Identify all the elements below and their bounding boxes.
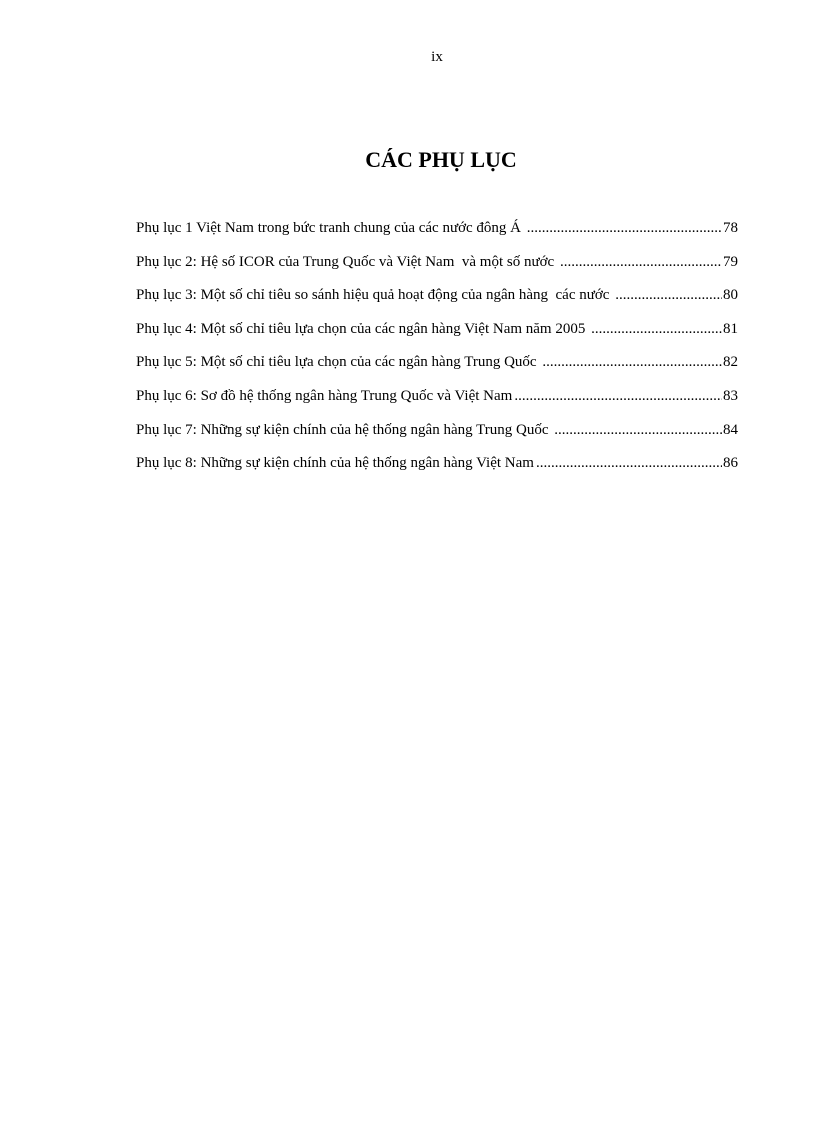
dot-leader	[591, 319, 722, 339]
toc-entry-title: Phụ lục 7: Những sự kiện chính của hệ thống ngân hàng Trung Quốc	[136, 421, 553, 438]
toc-entry[interactable]	[136, 218, 738, 252]
toc-entry[interactable]	[136, 352, 738, 386]
toc-entry-title: Phụ lục 3: Một số chỉ tiêu so sánh hiệu quả hoạt động của ngân hàng các nước	[136, 287, 614, 304]
appendix-list	[136, 218, 738, 487]
toc-entry-title: Phụ lục 6: Sơ đồ hệ thống ngân hàng Trung Quốc và Việt Nam	[136, 387, 513, 404]
toc-entry-page: 83	[723, 387, 738, 404]
page-number: ix	[431, 49, 443, 65]
toc-entry[interactable]	[136, 386, 738, 420]
dot-leader	[514, 386, 722, 406]
toc-entry[interactable]	[136, 453, 738, 487]
toc-entry-page: 79	[723, 253, 738, 270]
toc-entry[interactable]	[136, 420, 738, 454]
toc-entry-page: 82	[723, 354, 738, 371]
toc-entry[interactable]	[136, 319, 738, 353]
dot-leader	[542, 352, 722, 372]
dot-leader	[554, 420, 722, 440]
page-title: CÁC PHỤ LỤC	[365, 147, 517, 172]
toc-entry[interactable]	[136, 252, 738, 286]
dot-leader	[536, 453, 722, 473]
toc-entry-page: 78	[723, 220, 738, 236]
toc-entry-title: Phụ lục 2: Hệ số ICOR của Trung Quốc và Việt Nam và một số nước	[136, 253, 558, 270]
toc-entry-page: 84	[723, 421, 738, 438]
toc-entry-page: 86	[723, 455, 738, 472]
dot-leader	[560, 252, 722, 272]
toc-entry[interactable]	[136, 285, 738, 319]
toc-entry-title: Phụ lục 8: Những sự kiện chính của hệ thống ngân hàng Việt Nam	[136, 455, 534, 472]
toc-entry-title: Phụ lục 5: Một số chỉ tiêu lựa chọn của các ngân hàng Trung Quốc	[136, 354, 541, 371]
dot-leader	[527, 218, 722, 238]
toc-entry-title: Phụ lục 4: Một số chỉ tiêu lựa chọn của các ngân hàng Việt Nam năm 2005	[136, 320, 590, 337]
toc-entry-title: Phụ lục 1 Việt Nam trong bức tranh chung của các nước đông Á	[136, 220, 525, 236]
toc-entry-page: 80	[723, 287, 738, 304]
dot-leader	[615, 285, 722, 305]
toc-entry-page: 81	[723, 320, 738, 337]
